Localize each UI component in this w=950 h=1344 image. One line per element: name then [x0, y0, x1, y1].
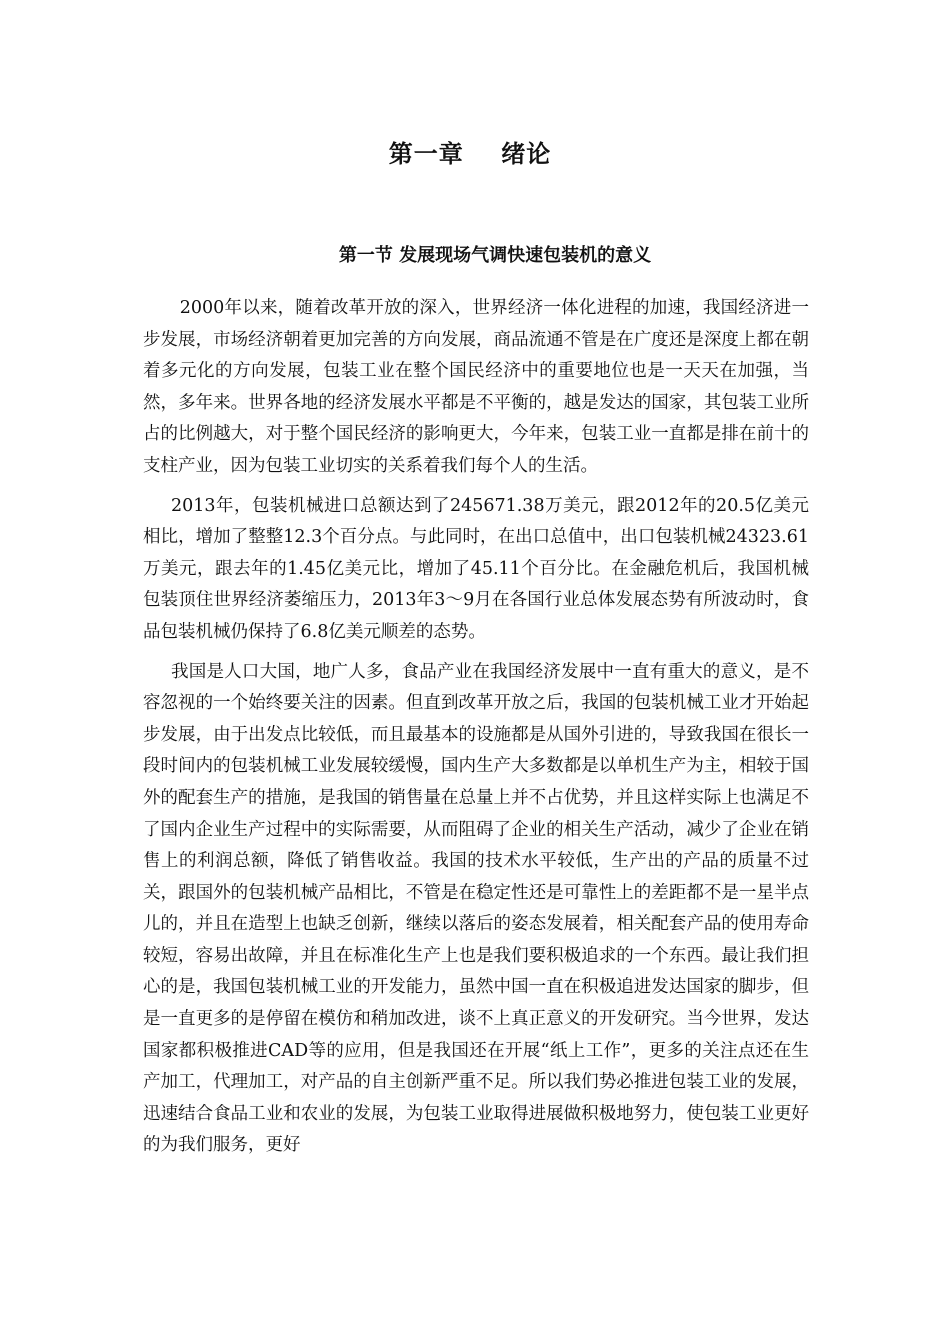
- paragraph-1: 2000年以来，随着改革开放的深入，世界经济一体化进程的加速，我国经济进一步发展，市场经济朝着更加完善的方向发展，商品流通不管是在广度还是深度上都在朝着多元化的方向发展，包装工业在整个国民经济中的重要地位也是一天天在加强，当然，多年来。世界各地的经济发展水平都是不平衡的，越是发达的国家，其包装工业所占的比例越大，对于整个国民经济的影响更大，今年来，包装工业一直都是排在前十的支柱产业，因为包装工业切实的关系着我们每个人的生活。: [143, 298, 809, 476]
- paragraph-3: 我国是人口大国，地广人多，食品产业在我国经济发展中一直有重大的意义，是不容忽视的一个始终要关注的因素。但直到改革开放之后，我国的包装机械工业才开始起步发展，由于出发点比较低，而且最基本的设施都是从国外引进的，导致我国在很长一段时间内的包装机械工业发展较缓慢，国内生产大多数都是以单机生产为主，相较于国外的配套生产的措施，是我国的销售量在总量上并不占优势，并且这样实际上也满足不了国内企业生产过程中的实际需要，从而阻碍了企业的相关生产活动，减少了企业在销售上的利润总额，降低了销售收益。我国的技术水平较低，生产出的产品的质量不过关，跟国外的包装机械产品相比，不管是在稳定性还是可靠性上的差距都不是一星半点儿的，并且在造型上也缺乏创新，继续以落后的姿态发展着，相关配套产品的使用寿命较短，容易出故障，并且在标准化生产上也是我们要积极追求的一个东西。最让我们担心的是，我国包装机械工业的开发能力，虽然中国一直在积极追进发达国家的脚步，但是一直更多的是停留在模仿和稍加改进，谈不上真正意义的开发研究。当今世界，发达国家都积极推进CAD等的应用，但是我国还在开展“纸上工作”，更多的关注点还在生产加工，代理加工，对产品的自主创新严重不足。所以我们势必推进包装工业的发展，迅速结合食品工业和农业的发展，为包装工业取得进展做积极地努力，使包装工业更好的为我们服务，更好: [143, 661, 809, 1156]
- paragraph-2: 2013年，包装机械进口总额达到了245671.38万美元，跟2012年的20.5亿美元相比，增加了整整12.3个百分点。与此同时，在出口总值中，出口包装机械24323.61万美元，跟去年的1.45亿美元比，增加了45.11个百分比。在金融危机后，我国机械包装顶住世界经济萎缩压力，2013年3～9月在各国行业总体发展态势有所波动时，食品包装机械仍保持了6.8亿美元顺差的态势。: [143, 495, 809, 642]
- chapter-title: 第一章 绪论: [388, 139, 552, 168]
- body-text: [143, 293, 809, 1170]
- section-title: 第一节 发展现场气调快速包装机的意义: [338, 245, 652, 266]
